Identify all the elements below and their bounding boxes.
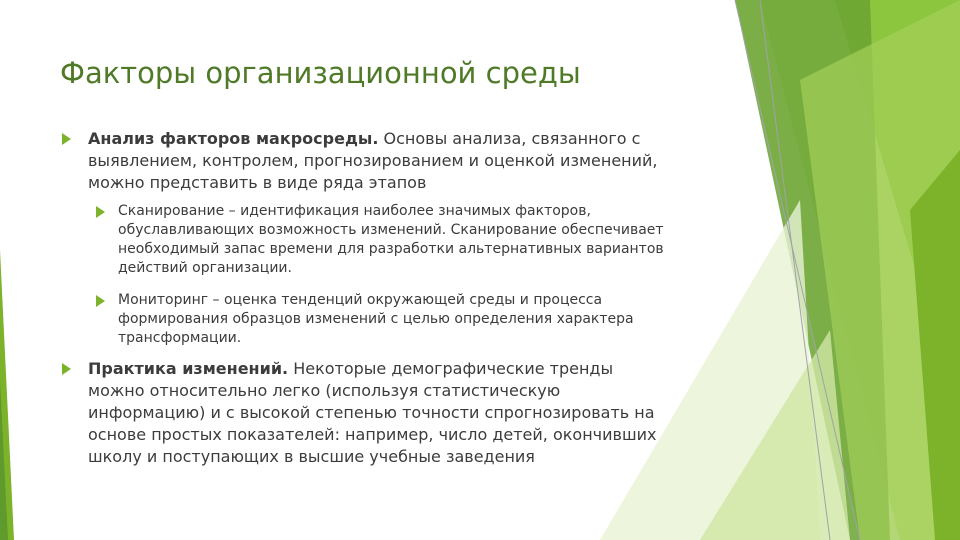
- bullet-lead: Практика изменений.: [88, 359, 289, 378]
- bullet-change-practice: [88, 358, 668, 468]
- bullet-lead: Анализ факторов макросреды.: [88, 129, 379, 148]
- bullet-text: Мониторинг – оценка тенденций окружающей среды и процесса формирования образцов изменений с целью определения характера трансформации.: [118, 292, 634, 346]
- bullet-arrow-icon: [96, 206, 105, 218]
- subbullet-scanning: [118, 202, 668, 278]
- bullet-text: Основы анализа, связанного с выявлением, контролем, прогнозированием и оценкой изменений, можно представить в виде ряда этапов: [88, 129, 658, 192]
- bullet-arrow-icon: [96, 295, 105, 307]
- bullet-text: Сканирование – идентификация наиболее значимых факторов, обуславливающих возможность изменений. Сканирование обеспечивает необходимый запас времени для разработки альтернативных вариантов действий организации.: [118, 203, 664, 276]
- page-title: Факторы организационной среды: [60, 56, 581, 90]
- bullet-arrow-icon: [62, 363, 71, 375]
- bullet-text: Некоторые демографические тренды можно относительно легко (используя статистическую информацию) и с высокой степенью точности спрогнозировать на основе простых показателей: например, число детей, окончивших школу и поступающих в высшие учебные заведения: [88, 359, 657, 466]
- bullet-arrow-icon: [62, 133, 71, 145]
- bullet-macro-analysis: [88, 128, 668, 194]
- subbullet-monitoring: [118, 291, 668, 348]
